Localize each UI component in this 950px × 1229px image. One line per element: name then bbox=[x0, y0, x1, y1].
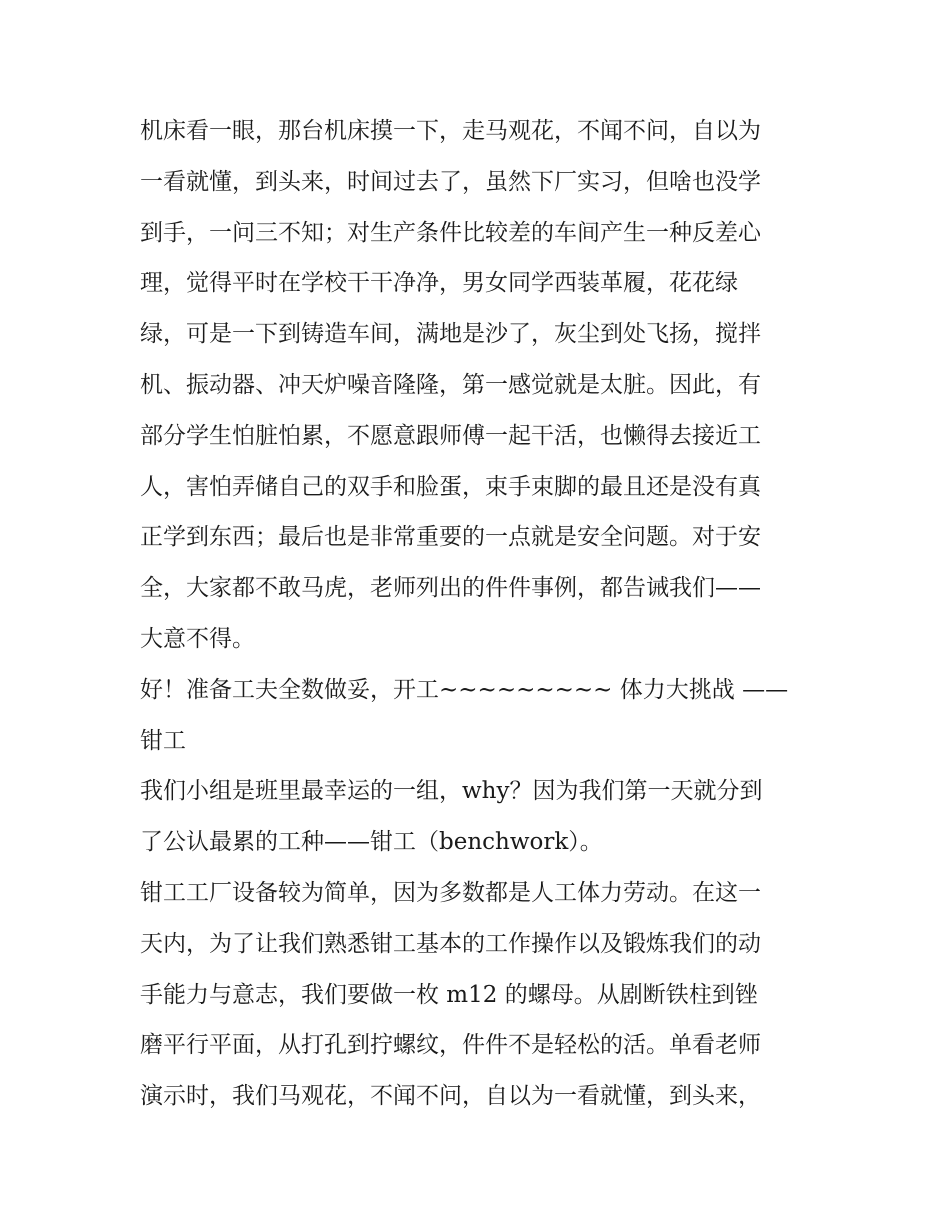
text-line: 钳工工厂设备较为简单，因为多数都是人工体力劳动。在这一 bbox=[140, 879, 761, 906]
text-line: 大意不得。 bbox=[140, 625, 255, 652]
text-line: 磨平行平面，从打孔到拧螺纹，件件不是轻松的活。单看老师 bbox=[140, 1032, 761, 1059]
text-line: 理，觉得平时在学校干干净净，男女同学西装革履，花花绿 bbox=[140, 270, 738, 297]
text-line: 部分学生怕脏怕累，不愿意跟师傅一起干活，也懒得去接近工 bbox=[140, 422, 761, 449]
text-line: 机、振动器、冲天炉噪音隆隆，第一感觉就是太脏。因此，有 bbox=[140, 371, 761, 398]
text-line: 人，害怕弄储自己的双手和脸蛋，束手束脚的最且还是没有真 bbox=[140, 473, 761, 500]
text-line: 正学到东西；最后也是非常重要的一点就是安全问题。对于安 bbox=[140, 524, 761, 551]
text-line: 全，大家都不敢马虎，老师列出的件件事例，都告诫我们—— bbox=[140, 575, 761, 602]
text-line: 一看就懂，到头来，时间过去了，虽然下厂实习，但啥也没学 bbox=[140, 168, 761, 195]
body-text bbox=[140, 106, 812, 1122]
text-line: 到手，一问三不知；对生产条件比较差的车间产生一种反差心 bbox=[140, 219, 761, 246]
section-heading-line: 钳工 bbox=[140, 727, 186, 754]
text-line: 我们小组是班里最幸运的一组，why？因为我们第一天就分到 bbox=[140, 778, 763, 805]
text-line: 手能力与意志，我们要做一枚 m12 的螺母。从剧断铁柱到锉 bbox=[140, 981, 758, 1008]
text-line: 了公认最累的工种——钳工（benchwork）。 bbox=[140, 829, 603, 856]
text-line: 演示时，我们马观花，不闻不问，自以为一看就懂，到头来， bbox=[140, 1083, 761, 1110]
text-line: 天内，为了让我们熟悉钳工基本的工作操作以及锻炼我们的动 bbox=[140, 930, 761, 957]
section-heading-line: 好！准备工夫全数做妥，开工~~~~~~~~~ 体力大挑战 —— bbox=[140, 676, 789, 703]
text-line: 机床看一眼，那台机床摸一下，走马观花，不闻不问，自以为 bbox=[140, 118, 761, 144]
text-line: 绿，可是一下到铸造车间，满地是沙了，灰尘到处飞扬，搅拌 bbox=[140, 321, 761, 348]
